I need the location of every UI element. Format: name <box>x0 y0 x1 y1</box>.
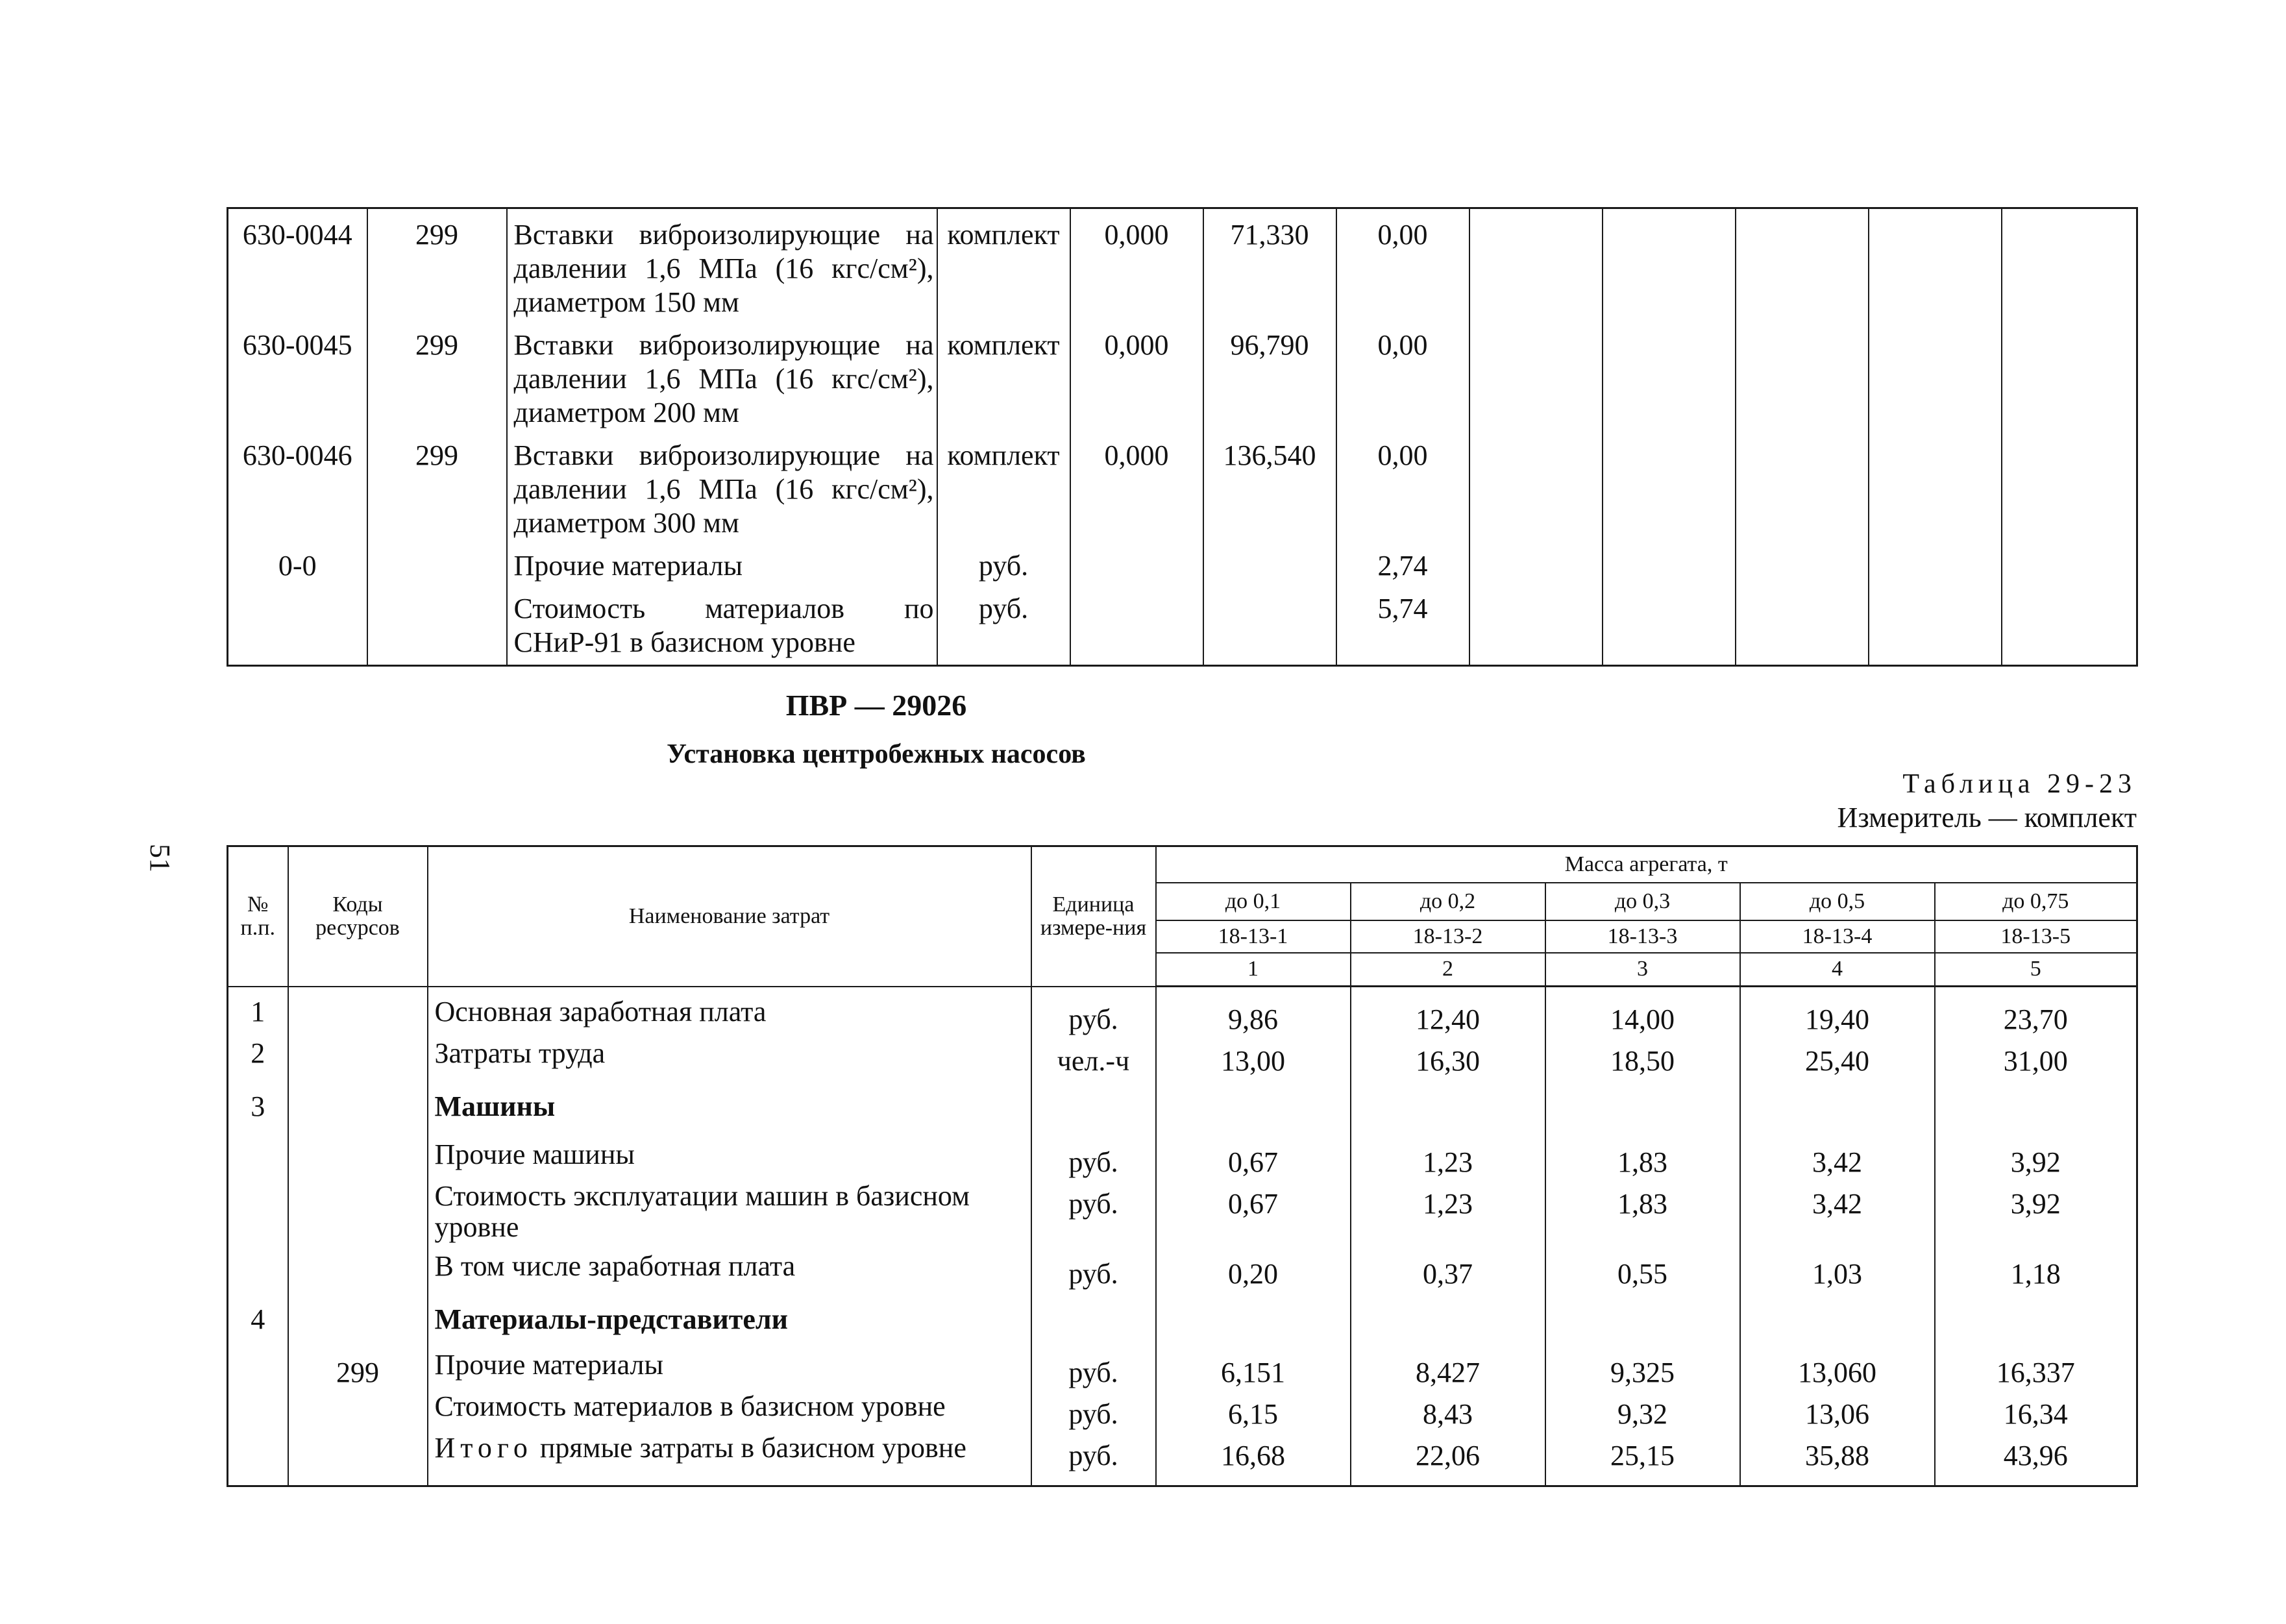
empty-cell <box>1603 208 1736 320</box>
table-number: Таблица 29-23 <box>1902 769 2137 799</box>
unit: чел.-ч <box>1031 1035 1156 1077</box>
mass-column-header: до 0,1 <box>1156 883 1351 920</box>
value-cell: 8,427 <box>1351 1342 1545 1388</box>
header-name: Наименование затрат <box>428 846 1031 987</box>
material-code: 630-0046 <box>228 430 367 540</box>
value-cell: 1,23 <box>1351 1130 1545 1178</box>
material-name: Вставки виброизолирующие на давлении 1,6 МПа (16 кгс/см²), диаметром 150 мм <box>507 208 937 320</box>
value-cell: 19,40 <box>1740 987 1935 1036</box>
value-cell: 43,96 <box>1935 1430 2137 1486</box>
empty-cell <box>1736 583 1869 666</box>
resource-code <box>288 1035 428 1077</box>
empty-cell <box>1869 540 2002 583</box>
cost-name: Стоимость эксплуатации машин в базисном уровне <box>428 1178 1031 1246</box>
empty-cell <box>1869 430 2002 540</box>
value-cell <box>1351 1290 1545 1342</box>
material-code: 630-0044 <box>228 208 367 320</box>
empty-cell <box>1469 540 1603 583</box>
value-cell: 3,92 <box>1935 1130 2137 1178</box>
resource-code <box>367 540 507 583</box>
material-code: 630-0045 <box>228 319 367 430</box>
cost-name: Основная заработная плата <box>428 987 1031 1036</box>
value-cell: 1,83 <box>1545 1130 1740 1178</box>
unit <box>1031 1077 1156 1130</box>
quantity <box>1070 540 1203 583</box>
value-cell <box>1740 1077 1935 1130</box>
price: 96,790 <box>1203 319 1336 430</box>
value-cell: 9,32 <box>1545 1388 1740 1430</box>
value-cell <box>1545 1077 1740 1130</box>
mass-column-header: до 0,75 <box>1935 883 2137 920</box>
table-row <box>228 1077 2137 1130</box>
value-cell <box>1156 1290 1351 1342</box>
value-cell: 16,337 <box>1935 1342 2137 1388</box>
value-cell: 25,40 <box>1740 1035 1935 1077</box>
continuation-row <box>228 583 2137 666</box>
value-cell: 1,23 <box>1351 1178 1545 1246</box>
value-cell: 1,03 <box>1740 1246 1935 1290</box>
value-cell: 22,06 <box>1351 1430 1545 1486</box>
cost-name-prefix: Итого <box>434 1432 533 1464</box>
header-codes: Коды ресурсов <box>288 846 428 987</box>
material-name: Стоимость материалов по СНиР-91 в базисном уровне <box>507 583 937 666</box>
value-cell: 8,43 <box>1351 1388 1545 1430</box>
row-number: 4 <box>228 1290 288 1342</box>
unit: руб. <box>1031 1246 1156 1290</box>
value-cell: 9,86 <box>1156 987 1351 1036</box>
row-number <box>228 1342 288 1388</box>
norm-code: 18-13-4 <box>1740 920 1935 953</box>
resource-code <box>288 1130 428 1178</box>
cost-name: Машины <box>428 1077 1031 1130</box>
resource-code <box>367 583 507 666</box>
value-cell: 3,92 <box>1935 1178 2137 1246</box>
quantity <box>1070 583 1203 666</box>
value-cell: 6,15 <box>1156 1388 1351 1430</box>
empty-cell <box>1603 540 1736 583</box>
table-row <box>228 1035 2137 1077</box>
header-unit: Единица измере-ния <box>1031 846 1156 987</box>
resource-code: 299 <box>367 208 507 320</box>
norms-table <box>227 845 2138 1487</box>
row-number <box>228 1130 288 1178</box>
unit: руб. <box>937 583 1070 666</box>
empty-cell <box>2002 208 2137 320</box>
unit: комплект <box>937 430 1070 540</box>
table-row <box>228 1430 2137 1486</box>
norm-code: 18-13-1 <box>1156 920 1351 953</box>
empty-cell <box>1736 319 1869 430</box>
continuation-row <box>228 540 2137 583</box>
column-number: 4 <box>1740 953 1935 987</box>
table-row <box>228 1290 2137 1342</box>
total: 0,00 <box>1336 208 1469 320</box>
value-cell <box>1935 1290 2137 1342</box>
empty-cell <box>1469 583 1603 666</box>
empty-cell <box>1736 540 1869 583</box>
mass-column-header: до 0,2 <box>1351 883 1545 920</box>
norm-code: 18-13-3 <box>1545 920 1740 953</box>
mass-column-header: до 0,5 <box>1740 883 1935 920</box>
material-name: Прочие материалы <box>507 540 937 583</box>
price: 71,330 <box>1203 208 1336 320</box>
value-cell: 35,88 <box>1740 1430 1935 1486</box>
value-cell: 16,34 <box>1935 1388 2137 1430</box>
measure-unit: Измеритель — комплект <box>1837 802 2137 833</box>
table-row <box>228 987 2137 1036</box>
empty-cell <box>1736 208 1869 320</box>
column-number: 5 <box>1935 953 2137 987</box>
value-cell: 1,18 <box>1935 1246 2137 1290</box>
section-code: ПВР — 29026 <box>785 689 967 722</box>
row-number <box>228 1388 288 1430</box>
unit: руб. <box>1031 1178 1156 1246</box>
empty-cell <box>1603 430 1736 540</box>
norm-code: 18-13-5 <box>1935 920 2137 953</box>
empty-cell <box>1603 319 1736 430</box>
quantity: 0,000 <box>1070 430 1203 540</box>
unit: руб. <box>1031 1430 1156 1486</box>
unit: руб. <box>1031 1130 1156 1178</box>
unit: комплект <box>937 319 1070 430</box>
resource-code <box>288 1246 428 1290</box>
table-row <box>228 1178 2137 1246</box>
unit: руб. <box>1031 1342 1156 1388</box>
material-code <box>228 583 367 666</box>
resource-code <box>288 1290 428 1342</box>
empty-cell <box>2002 430 2137 540</box>
material-name: Вставки виброизолирующие на давлении 1,6 МПа (16 кгс/см²), диаметром 300 мм <box>507 430 937 540</box>
page-number: 51 <box>144 844 176 872</box>
quantity: 0,000 <box>1070 208 1203 320</box>
value-cell: 31,00 <box>1935 1035 2137 1077</box>
unit: руб. <box>1031 987 1156 1036</box>
value-cell: 12,40 <box>1351 987 1545 1036</box>
value-cell <box>1935 1077 2137 1130</box>
table-row <box>228 1130 2137 1178</box>
value-cell <box>1740 1290 1935 1342</box>
value-cell: 16,30 <box>1351 1035 1545 1077</box>
column-number: 2 <box>1351 953 1545 987</box>
value-cell: 3,42 <box>1740 1130 1935 1178</box>
row-number <box>228 1430 288 1486</box>
total: 2,74 <box>1336 540 1469 583</box>
table-row <box>228 1342 2137 1388</box>
value-cell: 18,50 <box>1545 1035 1740 1077</box>
unit: руб. <box>937 540 1070 583</box>
value-cell: 0,37 <box>1351 1246 1545 1290</box>
cost-name: Материалы-представители <box>428 1290 1031 1342</box>
resource-code: 299 <box>367 430 507 540</box>
cost-name: Итого прямые затраты в базисном уровне <box>428 1430 1031 1486</box>
header-mass: Масса агрегата, т <box>1156 846 2137 883</box>
table-row <box>228 1246 2137 1290</box>
value-cell <box>1351 1077 1545 1130</box>
mass-column-header: до 0,3 <box>1545 883 1740 920</box>
cost-name: Затраты труда <box>428 1035 1031 1077</box>
cost-name: Прочие материалы <box>428 1342 1031 1388</box>
empty-cell <box>1469 208 1603 320</box>
cost-name: В том числе заработная плата <box>428 1246 1031 1290</box>
total: 0,00 <box>1336 430 1469 540</box>
resource-code <box>288 1077 428 1130</box>
unit: комплект <box>937 208 1070 320</box>
empty-cell <box>1603 583 1736 666</box>
total: 5,74 <box>1336 583 1469 666</box>
value-cell: 13,06 <box>1740 1388 1935 1430</box>
resource-code: 299 <box>288 1342 428 1388</box>
row-number: 1 <box>228 987 288 1036</box>
empty-cell <box>2002 583 2137 666</box>
quantity: 0,000 <box>1070 319 1203 430</box>
value-cell <box>1156 1077 1351 1130</box>
price <box>1203 540 1336 583</box>
price: 136,540 <box>1203 430 1336 540</box>
continuation-row <box>228 430 2137 540</box>
value-cell: 0,20 <box>1156 1246 1351 1290</box>
table-row <box>228 1388 2137 1430</box>
material-code: 0-0 <box>228 540 367 583</box>
empty-cell <box>2002 319 2137 430</box>
continuation-table <box>227 207 2138 667</box>
column-number: 3 <box>1545 953 1740 987</box>
norm-code: 18-13-2 <box>1351 920 1545 953</box>
row-number: 2 <box>228 1035 288 1077</box>
value-cell: 13,060 <box>1740 1342 1935 1388</box>
empty-cell <box>1869 319 2002 430</box>
resource-code <box>288 1430 428 1486</box>
value-cell: 0,67 <box>1156 1178 1351 1246</box>
section-title: Установка центробежных насосов <box>667 739 1086 769</box>
resource-code <box>288 987 428 1036</box>
continuation-row <box>228 208 2137 320</box>
resource-code <box>288 1388 428 1430</box>
value-cell: 3,42 <box>1740 1178 1935 1246</box>
value-cell: 0,67 <box>1156 1130 1351 1178</box>
value-cell: 13,00 <box>1156 1035 1351 1077</box>
column-number: 1 <box>1156 953 1351 987</box>
value-cell: 1,83 <box>1545 1178 1740 1246</box>
header-no: № п.п. <box>228 846 288 987</box>
unit: руб. <box>1031 1388 1156 1430</box>
value-cell: 9,325 <box>1545 1342 1740 1388</box>
empty-cell <box>2002 540 2137 583</box>
value-cell: 14,00 <box>1545 987 1740 1036</box>
value-cell <box>1545 1290 1740 1342</box>
material-name: Вставки виброизолирующие на давлении 1,6 МПа (16 кгс/см²), диаметром 200 мм <box>507 319 937 430</box>
row-number <box>228 1246 288 1290</box>
row-number: 3 <box>228 1077 288 1130</box>
empty-cell <box>1469 319 1603 430</box>
cost-name: Стоимость материалов в базисном уровне <box>428 1388 1031 1430</box>
empty-cell <box>1469 430 1603 540</box>
resource-code: 299 <box>367 319 507 430</box>
empty-cell <box>1869 208 2002 320</box>
resource-code <box>288 1178 428 1246</box>
row-number <box>228 1178 288 1246</box>
unit <box>1031 1290 1156 1342</box>
continuation-row <box>228 319 2137 430</box>
value-cell: 16,68 <box>1156 1430 1351 1486</box>
cost-name: Прочие машины <box>428 1130 1031 1178</box>
total: 0,00 <box>1336 319 1469 430</box>
empty-cell <box>1869 583 2002 666</box>
empty-cell <box>1736 430 1869 540</box>
value-cell: 25,15 <box>1545 1430 1740 1486</box>
value-cell: 0,55 <box>1545 1246 1740 1290</box>
value-cell: 23,70 <box>1935 987 2137 1036</box>
price <box>1203 583 1336 666</box>
value-cell: 6,151 <box>1156 1342 1351 1388</box>
